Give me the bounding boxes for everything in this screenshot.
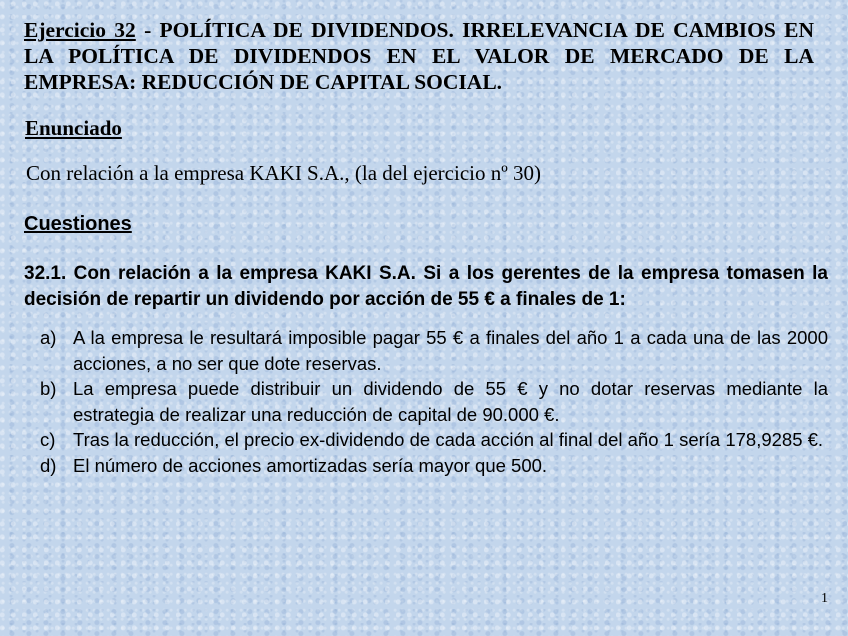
option-a <box>40 325 828 376</box>
option-marker: d) <box>40 454 57 476</box>
cuestiones-heading: Cuestiones <box>24 213 132 235</box>
exercise-title-text: - POLÍTICA DE DIVIDENDOS. IRRELEVANCIA DE CAMBIOS EN LA POLÍTICA DE DIVIDENDOS EN EL VALOR DE MERCADO DE LA EMPRESA: REDUCCIÓN DE CAPITAL SOCIAL. <box>24 18 814 94</box>
exercise-number: Ejercicio 32 <box>24 18 136 42</box>
option-text: La empresa puede distribuir un dividendo de 55 € y no dotar reservas mediante la estrategia de realizar una reducción de capital de 90.000 €. <box>73 378 828 425</box>
option-marker: a) <box>40 327 57 348</box>
option-c <box>40 427 828 453</box>
question-text: 32.1. Con relación a la empresa KAKI S.A. Si a los gerentes de la empresa tomasen la decisión de repartir un dividendo por acción de 55 € a finales de 1: <box>24 263 828 310</box>
statement-text: Con relación a la empresa KAKI S.A., (la del ejercicio nº 30) <box>26 161 541 185</box>
option-text: El número de acciones amortizadas sería mayor que 500. <box>73 454 548 476</box>
option-d <box>40 453 828 479</box>
option-marker: c) <box>40 429 56 450</box>
answer-options <box>40 325 828 478</box>
option-b <box>40 376 828 427</box>
enunciado-heading: Enunciado <box>25 116 122 140</box>
option-text: A la empresa le resultará imposible pagar 55 € a finales del año 1 a cada una de las 2000 acciones, a no ser que dote reservas. <box>73 327 828 374</box>
option-marker: b) <box>40 378 57 399</box>
option-text: Tras la reducción, el precio ex-dividendo de cada acción al final del año 1 sería 178,9285 €. <box>73 429 824 450</box>
exercise-title <box>24 17 814 95</box>
page-number: 1 <box>821 591 828 606</box>
